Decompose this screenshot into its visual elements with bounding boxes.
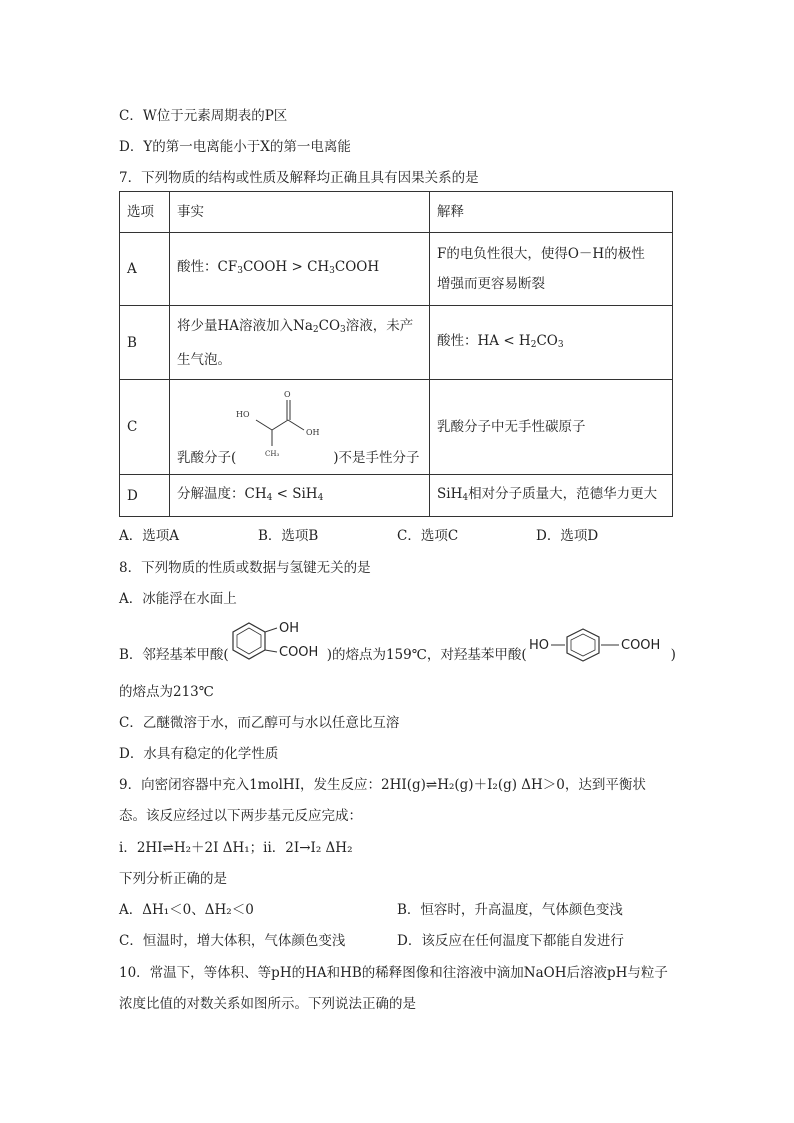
row-b-option: B bbox=[120, 306, 170, 380]
svg-text:O: O bbox=[284, 390, 291, 399]
table-row-b bbox=[120, 306, 673, 380]
question-8-stem: 8．下列物质的性质或数据与氢键无关的是 bbox=[119, 560, 371, 576]
p-hydroxybenzoic-acid-structure bbox=[527, 625, 671, 665]
q7-option-d: D．选项D bbox=[536, 528, 599, 544]
header-fact: 事实 bbox=[170, 192, 430, 233]
table-header-row bbox=[120, 192, 673, 233]
svg-text:OH: OH bbox=[306, 428, 320, 437]
q9-option-a: A．ΔH₁＜0、ΔH₂＜0 bbox=[119, 902, 254, 918]
salicylic-acid-structure bbox=[229, 620, 327, 666]
header-option: 选项 bbox=[120, 192, 170, 233]
question-9-ask: 下列分析正确的是 bbox=[119, 871, 227, 887]
q9-option-b: B．恒容时，升高温度，气体颜色变浅 bbox=[397, 902, 623, 918]
q8-option-b: B．邻羟基苯甲酸( OH COOH )的熔点为159℃，对羟基苯甲酸( HO COOH ) bbox=[119, 620, 676, 670]
svg-text:HO: HO bbox=[528, 638, 549, 653]
row-a-option: A bbox=[120, 233, 170, 306]
q8-option-d: D．水具有稳定的化学性质 bbox=[119, 746, 279, 762]
q8-option-a: A．冰能浮在水面上 bbox=[119, 591, 237, 607]
question-10-stem: 10．常温下，等体积、等pH的HA和HB的稀释图像和往溶液中滴加NaOH后溶液pH与粒子 bbox=[119, 965, 668, 981]
question-9-stem-cont: 态。该反应经过以下两步基元反应完成： bbox=[119, 808, 362, 824]
table-row-c bbox=[120, 380, 673, 475]
row-c-explanation: 乳酸分子中无手性碳原子 bbox=[430, 380, 673, 475]
option-d-line: D．Y的第一电离能小于X的第一电离能 bbox=[119, 139, 351, 155]
q8-option-c: C．乙醚微溶于水，而乙醇可与水以任意比互溶 bbox=[119, 715, 400, 731]
row-c-fact: HO O OH CH₃ 乳酸分子( )不是手性分子 bbox=[170, 380, 430, 475]
svg-text:OH: OH bbox=[278, 621, 299, 636]
question-7-table bbox=[119, 191, 673, 517]
row-b-explanation: 酸性：HA < $H_2CO_3$ bbox=[430, 306, 673, 380]
svg-text:HO: HO bbox=[236, 410, 250, 419]
table-row-d bbox=[120, 475, 673, 517]
table-row-a bbox=[120, 233, 673, 306]
question-10-stem-cont: 浓度比值的对数关系如图所示。下列说法正确的是 bbox=[119, 996, 416, 1012]
q9-option-c: C．恒温时，增大体积，气体颜色变浅 bbox=[119, 933, 346, 949]
question-9-stem: 9．向密闭容器中充入1molHI，发生反应：2HI(g)⇌H₂(g)＋I₂(g) ΔH＞0，达到平衡状 bbox=[119, 777, 646, 793]
q7-option-a: A．选项A bbox=[119, 528, 179, 544]
svg-text:COOH: COOH bbox=[620, 638, 660, 653]
row-d-option: D bbox=[120, 475, 170, 517]
question-7-stem: 7．下列物质的结构或性质及解释均正确且具有因果关系的是 bbox=[119, 170, 479, 186]
row-d-explanation: SiH$_4$相对分子质量大，范德华力更大 bbox=[430, 475, 673, 517]
option-c-line: C．W位于元素周期表的P区 bbox=[119, 108, 288, 124]
row-d-fact: 分解温度：$CH_4 < SiH_4$ bbox=[170, 475, 430, 517]
header-explanation: 解释 bbox=[430, 192, 673, 233]
row-a-explanation: F的电负性很大，使得O－H的极性 增强而更容易断裂 bbox=[430, 233, 673, 306]
q8-option-b-cont: 的熔点为213℃ bbox=[119, 684, 214, 700]
svg-text:CH₃: CH₃ bbox=[265, 450, 280, 458]
svg-text:COOH: COOH bbox=[278, 645, 319, 660]
q9-option-d: D．该反应在任何温度下都能自发进行 bbox=[397, 933, 624, 949]
row-a-fact: 酸性：$CF_3COOH$ > $CH_3COOH$ bbox=[170, 233, 430, 306]
q7-option-b: B．选项B bbox=[258, 528, 319, 544]
row-b-fact: 将少量HA溶液加入$Na_2CO_3$溶液，未产 生气泡。 bbox=[170, 306, 430, 380]
q7-option-c: C．选项C bbox=[397, 528, 459, 544]
lactic-acid-structure bbox=[228, 384, 338, 462]
row-c-option: C bbox=[120, 380, 170, 475]
question-9-steps: ⅰ．2HI⇌H₂＋2I ΔH₁；ⅱ．2I→I₂ ΔH₂ bbox=[119, 840, 353, 856]
